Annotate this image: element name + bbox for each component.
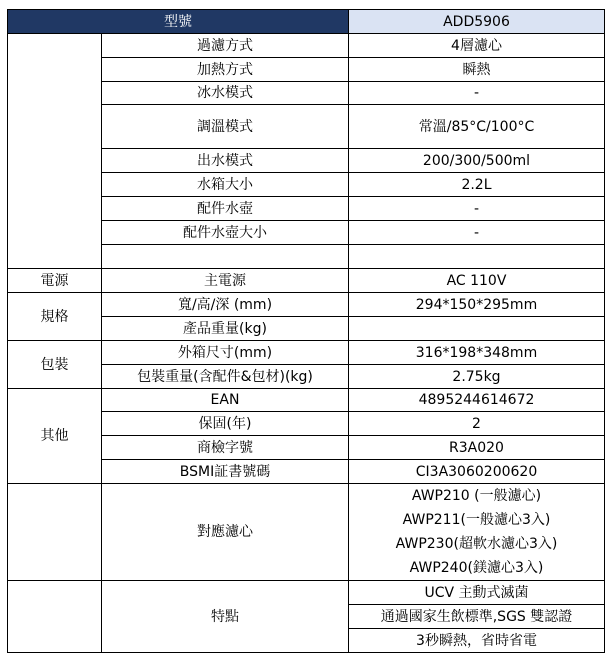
spec-label: 出水模式 [102, 149, 349, 173]
feature-item: 3秒瞬熱，省時省電 [349, 629, 605, 653]
spec-value: - [349, 221, 605, 245]
spec-value: 294*150*295mm [349, 293, 605, 317]
filter-item: AWP210 (一般濾心) [411, 488, 542, 504]
spec-value: 常溫/85°C/100°C [349, 105, 605, 149]
table-row [8, 293, 605, 317]
spec-value: 200/300/500ml [349, 149, 605, 173]
category-package: 包裝 [8, 341, 102, 389]
spec-value: AC 110V [349, 269, 605, 293]
spec-value: 2.75kg [349, 365, 605, 389]
spec-label: 過濾方式 [102, 34, 349, 58]
category-blank [8, 581, 102, 653]
spec-value: 316*198*348mm [349, 341, 605, 365]
model-number: ADD5906 [349, 10, 605, 34]
spec-label: EAN [102, 389, 349, 412]
table-row [8, 269, 605, 293]
filter-item: AWP230(超軟水濾心3入) [395, 536, 558, 552]
spec-label: 寬/高/深 (mm) [102, 293, 349, 317]
spec-label: BSMI証書號碼 [102, 460, 349, 484]
filters-label: 對應濾心 [102, 484, 349, 581]
filters-values [349, 484, 605, 581]
spec-label-empty [102, 245, 349, 269]
table-row [8, 34, 605, 58]
spec-value-empty [349, 245, 605, 269]
filter-item: AWP211(一般濾心3入) [402, 512, 551, 528]
spec-label: 水箱大小 [102, 173, 349, 197]
spec-value: CI3A3060200620 [349, 460, 605, 484]
category-blank [8, 34, 102, 269]
spec-label: 調溫模式 [102, 105, 349, 149]
spec-value: 4895244614672 [349, 389, 605, 412]
spec-value [349, 317, 605, 341]
category-blank [8, 484, 102, 581]
spec-label: 商檢字號 [102, 436, 349, 460]
table-row [8, 341, 605, 365]
category-spec: 規格 [8, 293, 102, 341]
header-row [8, 10, 605, 34]
spec-value: 4層濾心 [349, 34, 605, 58]
filter-item: AWP240(鎂濾心3入) [409, 560, 544, 576]
spec-value: 瞬熱 [349, 58, 605, 82]
spec-label: 配件水壺大小 [102, 221, 349, 245]
model-label: 型號 [8, 10, 349, 34]
spec-label: 主電源 [102, 269, 349, 293]
spec-table [7, 9, 605, 653]
spec-label: 保固(年) [102, 412, 349, 436]
spec-label: 冰水模式 [102, 82, 349, 105]
spec-value: 2 [349, 412, 605, 436]
spec-label: 加熱方式 [102, 58, 349, 82]
spec-value: - [349, 197, 605, 221]
feature-item: UCV 主動式滅菌 [349, 581, 605, 605]
spec-value: R3A020 [349, 436, 605, 460]
spec-label: 配件水壺 [102, 197, 349, 221]
spec-label: 產品重量(kg) [102, 317, 349, 341]
spec-label: 包裝重量(含配件&包材)(kg) [102, 365, 349, 389]
spec-value: - [349, 82, 605, 105]
spec-value: 2.2L [349, 173, 605, 197]
category-power: 電源 [8, 269, 102, 293]
spec-label: 外箱尺寸(mm) [102, 341, 349, 365]
table-row [8, 389, 605, 412]
feature-item: 通過國家生飲標準,SGS 雙認證 [349, 605, 605, 629]
features-label: 特點 [102, 581, 349, 653]
category-other: 其他 [8, 389, 102, 484]
filters-row [8, 484, 605, 581]
features-row [8, 581, 605, 605]
